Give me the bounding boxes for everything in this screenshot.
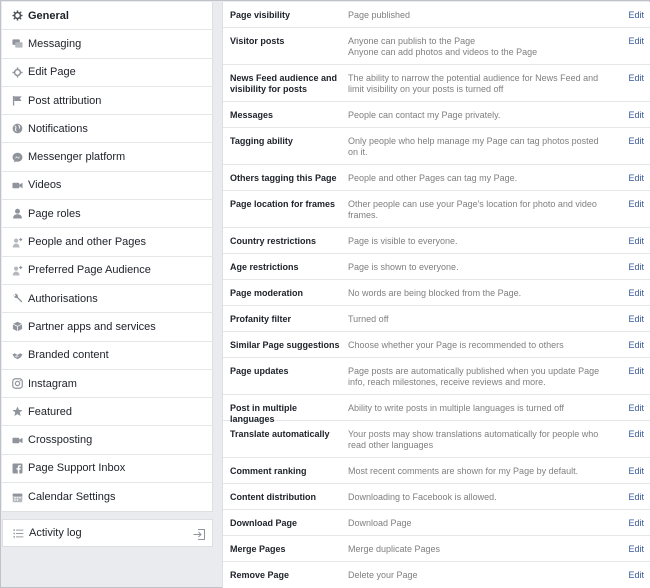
settings-row-description: Other people can use your Page's location for photo and video frames.	[348, 199, 597, 220]
sidebar-item-label: Page Support Inbox	[28, 462, 126, 475]
settings-row-description: People can contact my Page privately.	[348, 110, 501, 120]
edit-link[interactable]: Edit	[628, 110, 644, 120]
sidebar-item-preferred-page-audience[interactable]	[2, 257, 213, 285]
settings-row-description: Ability to write posts in multiple languages is turned off	[348, 403, 564, 413]
settings-row-label: Comment ranking	[230, 466, 307, 476]
settings-row	[223, 228, 650, 254]
settings-row-label: Page updates	[230, 366, 289, 376]
sidebar-item-post-attribution[interactable]	[2, 87, 213, 115]
edit-link[interactable]: Edit	[628, 73, 644, 83]
edit-link[interactable]: Edit	[628, 466, 644, 476]
settings-row-label: Age restrictions	[230, 262, 299, 272]
sidebar-item-label: Notifications	[28, 122, 88, 135]
wrench-icon	[11, 293, 23, 305]
settings-row-label: Download Page	[230, 518, 298, 528]
sidebar-item-instagram[interactable]	[2, 370, 213, 398]
edit-link[interactable]: Edit	[628, 10, 644, 20]
exit-icon	[193, 529, 205, 540]
edit-link[interactable]: Edit	[628, 136, 644, 146]
settings-row-label: Profanity filter	[230, 314, 292, 324]
sidebar-item-label: Post attribution	[28, 94, 102, 107]
edit-link[interactable]: Edit	[628, 199, 644, 209]
settings-row	[223, 28, 650, 65]
settings-row-description: Anyone can publish to the Page Anyone can add photos and videos to the Page	[348, 36, 538, 57]
settings-row	[223, 191, 650, 228]
settings-row-label: Others tagging this Page	[230, 173, 337, 183]
star-icon	[11, 406, 23, 418]
sidebar-item-label: Featured	[28, 405, 73, 418]
settings-row	[223, 65, 650, 102]
settings-row-label: Merge Pages	[230, 544, 286, 554]
edit-link[interactable]: Edit	[628, 288, 644, 298]
settings-row-label: Similar Page suggestions	[230, 340, 340, 350]
gear-icon	[11, 66, 23, 78]
settings-row	[223, 510, 650, 536]
person-icon	[11, 208, 23, 220]
settings-row	[223, 421, 650, 458]
person-add-icon	[11, 264, 23, 276]
edit-link[interactable]: Edit	[628, 492, 644, 502]
sidebar-item-label: Partner apps and services	[28, 320, 156, 333]
settings-row-label: Messages	[230, 110, 274, 120]
edit-link[interactable]: Edit	[628, 518, 644, 528]
person-add-icon	[11, 236, 23, 248]
settings-row	[223, 306, 650, 332]
sidebar-item-page-support-inbox[interactable]	[2, 455, 213, 483]
gear-icon	[11, 10, 23, 22]
edit-link[interactable]: Edit	[628, 314, 644, 324]
settings-row-description: Your posts may show translations automatically for people who read other languages	[348, 429, 599, 450]
activity-log-label: Activity log	[29, 527, 82, 539]
edit-link[interactable]: Edit	[628, 173, 644, 183]
chat-bubble-icon	[11, 38, 23, 50]
sidebar-item-edit-page[interactable]	[2, 59, 213, 87]
activity-log-item[interactable]	[2, 519, 213, 547]
sidebar-item-messaging[interactable]	[2, 30, 213, 58]
cube-icon	[11, 321, 23, 333]
settings-row	[223, 254, 650, 280]
globe-icon	[11, 123, 23, 135]
edit-link[interactable]: Edit	[628, 262, 644, 272]
settings-row	[223, 562, 650, 588]
sidebar-item-label: Preferred Page Audience	[28, 264, 151, 277]
edit-link[interactable]: Edit	[628, 570, 644, 580]
general-settings-panel	[222, 2, 650, 588]
sidebar-item-featured[interactable]	[2, 398, 213, 426]
settings-row-description: The ability to narrow the potential audience for News Feed and limit visibility on your posts is turned off	[348, 73, 599, 94]
sidebar-item-label: Messaging	[28, 37, 82, 50]
sidebar-item-videos[interactable]	[2, 172, 213, 200]
settings-row-description: Page is shown to everyone.	[348, 262, 459, 272]
sidebar-item-label: Videos	[28, 179, 62, 192]
sidebar-item-messenger-platform[interactable]	[2, 144, 213, 172]
settings-row-label: News Feed audience and visibility for posts	[230, 73, 338, 94]
sidebar-item-branded-content[interactable]	[2, 342, 213, 370]
sidebar-item-label: Messenger platform	[28, 151, 126, 164]
settings-row	[223, 2, 650, 28]
sidebar-item-label: Edit Page	[28, 66, 76, 79]
settings-row-description: Page published	[348, 10, 411, 20]
settings-row-description: People and other Pages can tag my Page.	[348, 173, 518, 183]
sidebar-item-notifications[interactable]	[2, 115, 213, 143]
edit-link[interactable]: Edit	[628, 366, 644, 376]
settings-row-label: Page location for frames	[230, 199, 336, 209]
settings-row-description: Most recent comments are shown for my Page by default.	[348, 466, 579, 476]
sidebar-item-label: Instagram	[28, 377, 77, 390]
settings-row	[223, 358, 650, 395]
settings-row-description: Page posts are automatically published when you update Page info, reach milestones, receive reviews and more.	[348, 366, 600, 387]
settings-row-label: Country restrictions	[230, 236, 317, 246]
settings-row-description: Delete your Page	[348, 570, 418, 580]
sidebar-item-page-roles[interactable]	[2, 200, 213, 228]
sidebar-item-label: Crossposting	[28, 434, 93, 447]
settings-row-label: Page visibility	[230, 10, 291, 20]
settings-row-label: Remove Page	[230, 570, 290, 580]
sidebar-item-calendar-settings[interactable]	[2, 483, 213, 511]
edit-link[interactable]: Edit	[628, 236, 644, 246]
settings-row-label: Tagging ability	[230, 136, 293, 146]
sidebar-item-general[interactable]	[2, 2, 213, 30]
settings-row	[223, 484, 650, 510]
handshake-icon	[11, 349, 23, 361]
list-icon	[12, 527, 24, 539]
settings-row-label: Content distribution	[230, 492, 316, 502]
settings-row	[223, 280, 650, 306]
sidebar-item-label: Calendar Settings	[28, 491, 116, 504]
settings-row-description: Download Page	[348, 518, 412, 528]
facebook-icon	[11, 462, 23, 474]
settings-row	[223, 332, 650, 358]
instagram-icon	[11, 378, 23, 390]
edit-link[interactable]: Edit	[628, 403, 644, 413]
settings-row-description: No words are being blocked from the Page.	[348, 288, 522, 298]
settings-row-description: Page is visible to everyone.	[348, 236, 458, 246]
sidebar-item-label: Page roles	[28, 207, 81, 220]
settings-row-label: Translate automatically	[230, 429, 330, 439]
settings-row-description: Merge duplicate Pages	[348, 544, 441, 554]
sidebar-item-label: Branded content	[28, 349, 109, 362]
edit-link[interactable]: Edit	[628, 544, 644, 554]
sidebar-item-people-and-other-pages[interactable]	[2, 228, 213, 256]
settings-row-description: Downloading to Facebook is allowed.	[348, 492, 497, 502]
settings-row	[223, 165, 650, 191]
settings-row	[223, 128, 650, 165]
settings-sidebar	[2, 2, 213, 512]
messenger-icon	[11, 151, 23, 163]
flag-icon	[11, 95, 23, 107]
sidebar-item-label: Authorisations	[28, 292, 98, 305]
settings-row-description: Only people who help manage my Page can tag photos posted on it.	[348, 136, 599, 157]
settings-row	[223, 536, 650, 562]
calendar-icon	[11, 491, 23, 503]
sidebar-item-partner-apps-and-services[interactable]	[2, 313, 213, 341]
settings-row-label: Post in multiple languages	[230, 403, 298, 424]
sidebar-item-label: People and other Pages	[28, 236, 147, 249]
edit-link[interactable]: Edit	[628, 340, 644, 350]
settings-row	[223, 458, 650, 484]
video-camera-icon	[11, 434, 23, 446]
sidebar-item-crossposting[interactable]	[2, 427, 213, 455]
settings-row	[223, 102, 650, 128]
settings-row	[223, 395, 650, 424]
sidebar-item-authorisations[interactable]	[2, 285, 213, 313]
edit-link[interactable]: Edit	[628, 36, 644, 46]
settings-row-label: Page moderation	[230, 288, 304, 298]
video-camera-icon	[11, 179, 23, 191]
edit-link[interactable]: Edit	[628, 429, 644, 439]
settings-row-description: Turned off	[348, 314, 389, 324]
settings-row-description: Choose whether your Page is recommended to others	[348, 340, 564, 350]
sidebar-item-label: General	[28, 9, 69, 22]
settings-row-label: Visitor posts	[230, 36, 285, 46]
